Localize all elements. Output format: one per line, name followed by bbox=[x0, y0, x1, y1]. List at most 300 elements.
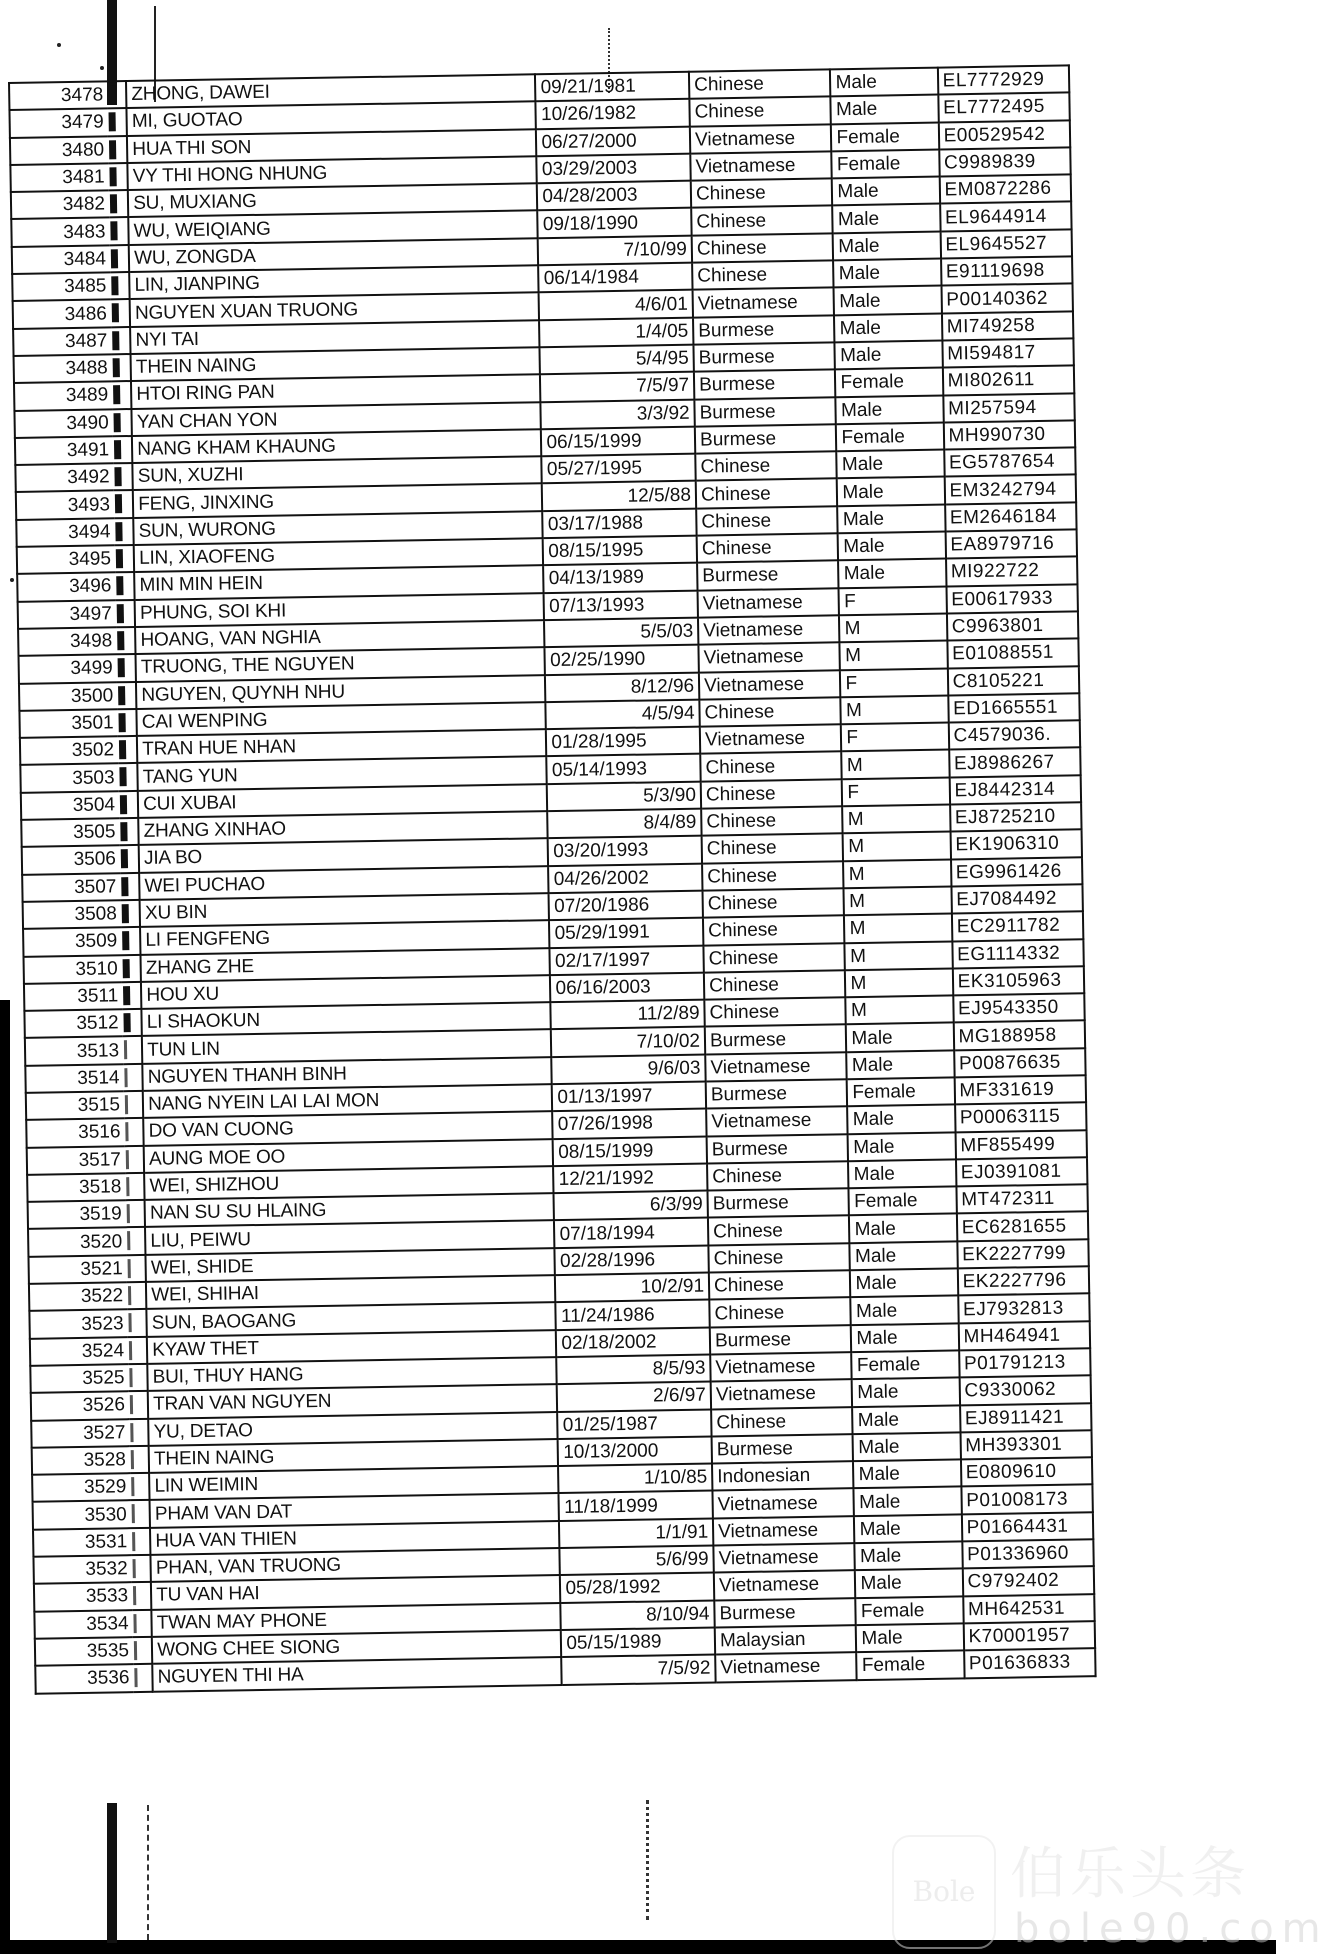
row-mark bbox=[117, 681, 137, 709]
nationality: Chinese bbox=[699, 697, 841, 727]
passport-number: P00140362 bbox=[941, 284, 1073, 313]
nationality: Chinese bbox=[709, 1298, 851, 1328]
date-of-birth: 02/17/1997 bbox=[550, 945, 704, 975]
row-mark bbox=[131, 1555, 151, 1583]
row-number: 3521 bbox=[28, 1255, 126, 1284]
date-of-birth: 10/26/1982 bbox=[536, 99, 690, 129]
date-of-birth: 05/15/1989 bbox=[561, 1627, 715, 1657]
binder-mark bbox=[113, 358, 120, 377]
passport-number: MH393301 bbox=[960, 1430, 1092, 1459]
person-name: LIU, PEIWU bbox=[145, 1221, 555, 1255]
row-mark bbox=[107, 108, 127, 136]
passport-number: EK1906310 bbox=[950, 830, 1082, 859]
date-of-birth: 07/20/1986 bbox=[549, 891, 703, 921]
row-number: 3510 bbox=[23, 955, 121, 984]
nationality: Burmese bbox=[705, 1025, 847, 1055]
row-mark bbox=[115, 572, 135, 600]
passport-number: EJ8442314 bbox=[949, 775, 1081, 804]
passport-number: P00876635 bbox=[954, 1048, 1086, 1077]
row-number: 3481 bbox=[10, 163, 108, 192]
row-number: 3484 bbox=[12, 245, 110, 274]
date-of-birth: 11/2/89 bbox=[551, 1000, 705, 1030]
roster-sheet bbox=[8, 64, 1097, 1694]
row-number: 3524 bbox=[30, 1337, 128, 1366]
passport-number: MT472311 bbox=[956, 1184, 1088, 1213]
sex: M bbox=[840, 641, 948, 670]
roster-table bbox=[8, 64, 1097, 1694]
row-number: 3479 bbox=[9, 109, 107, 138]
passport-number: P01336960 bbox=[962, 1539, 1094, 1568]
binder-mark bbox=[121, 877, 128, 896]
sex: M bbox=[841, 695, 949, 724]
date-of-birth: 4/5/94 bbox=[546, 699, 700, 729]
passport-number: EJ9543350 bbox=[953, 993, 1085, 1022]
binder-mark bbox=[130, 1423, 133, 1442]
binder-mark bbox=[109, 113, 116, 132]
row-mark bbox=[109, 190, 129, 218]
person-name: NGUYEN, QUYNH NHU bbox=[136, 675, 546, 709]
person-name: MI, GUOTAO bbox=[127, 102, 537, 136]
person-name: WEI PUCHAO bbox=[139, 866, 549, 900]
row-mark bbox=[128, 1364, 148, 1392]
sex: Male bbox=[855, 1569, 963, 1598]
date-of-birth: 06/15/1999 bbox=[541, 427, 695, 457]
row-mark bbox=[110, 245, 130, 273]
binder-mark bbox=[118, 686, 125, 705]
binder-mark bbox=[132, 1532, 135, 1551]
row-mark bbox=[112, 354, 132, 382]
row-mark bbox=[132, 1582, 152, 1610]
passport-number: EL9645527 bbox=[940, 229, 1072, 258]
row-mark bbox=[133, 1637, 153, 1665]
binder-mark bbox=[133, 1586, 136, 1605]
row-number: 3536 bbox=[35, 1664, 133, 1693]
binder-mark bbox=[126, 1177, 129, 1196]
row-number: 3495 bbox=[17, 545, 115, 574]
sex: Male bbox=[855, 1541, 963, 1570]
binder-mark bbox=[110, 222, 117, 241]
sex: Male bbox=[833, 231, 941, 260]
person-name: CAI WENPING bbox=[137, 702, 547, 736]
center-dash-bottom bbox=[646, 1800, 651, 1920]
binder-mark bbox=[131, 1477, 134, 1496]
sex: Male bbox=[856, 1623, 964, 1652]
binder-mark bbox=[111, 276, 118, 295]
row-mark bbox=[110, 272, 130, 300]
row-number: 3518 bbox=[27, 1173, 125, 1202]
row-number: 3531 bbox=[33, 1528, 131, 1557]
passport-number: MH642531 bbox=[963, 1594, 1095, 1623]
row-number: 3526 bbox=[31, 1391, 129, 1420]
date-of-birth: 08/15/1999 bbox=[553, 1136, 707, 1166]
passport-number: P00063115 bbox=[955, 1103, 1087, 1132]
row-number: 3519 bbox=[28, 1200, 126, 1229]
person-name: XU BIN bbox=[140, 893, 550, 927]
scan-speck bbox=[100, 66, 104, 70]
date-of-birth: 02/18/2002 bbox=[556, 1327, 710, 1357]
sex: F bbox=[840, 668, 948, 697]
binder-mark bbox=[124, 1068, 127, 1087]
date-of-birth: 5/5/03 bbox=[544, 618, 698, 648]
sex: Male bbox=[839, 559, 947, 588]
nationality: Vietnamese bbox=[712, 1489, 854, 1519]
person-name: PHAN, VAN TRUONG bbox=[151, 1548, 561, 1582]
date-of-birth: 12/5/88 bbox=[542, 481, 696, 511]
nationality: Burmese bbox=[693, 342, 835, 372]
date-of-birth: 11/18/1999 bbox=[559, 1491, 713, 1521]
binder-mark bbox=[114, 467, 121, 486]
sex: Female bbox=[856, 1596, 964, 1625]
nationality: Chinese bbox=[701, 806, 843, 836]
sex: Male bbox=[837, 477, 945, 506]
binder-mark bbox=[127, 1232, 130, 1251]
nationality: Chinese bbox=[689, 69, 831, 99]
passport-number: MF855499 bbox=[955, 1130, 1087, 1159]
nationality: Chinese bbox=[692, 233, 834, 263]
scan-speck bbox=[57, 43, 61, 47]
row-number: 3499 bbox=[19, 655, 117, 684]
sex: Male bbox=[834, 313, 942, 342]
row-mark bbox=[125, 1173, 145, 1201]
row-mark bbox=[119, 791, 139, 819]
sex: Male bbox=[837, 450, 945, 479]
row-number: 3501 bbox=[19, 709, 117, 738]
binder-mark bbox=[127, 1204, 130, 1223]
sex: F bbox=[841, 723, 949, 752]
sex: Male bbox=[834, 259, 942, 288]
row-mark bbox=[130, 1446, 150, 1474]
passport-number: C8105221 bbox=[947, 666, 1079, 695]
passport-number: EC6281655 bbox=[956, 1212, 1088, 1241]
date-of-birth: 06/27/2000 bbox=[536, 126, 690, 156]
binder-mark bbox=[123, 959, 130, 978]
person-name: SU, MUXIANG bbox=[128, 183, 538, 217]
row-number: 3483 bbox=[11, 218, 109, 247]
row-mark bbox=[111, 327, 131, 355]
nationality: Vietnamese bbox=[698, 588, 840, 618]
passport-number: EA8979716 bbox=[945, 529, 1077, 558]
passport-number: EG1114332 bbox=[952, 939, 1084, 968]
nationality: Chinese bbox=[700, 752, 842, 782]
person-name: WONG CHEE SIONG bbox=[152, 1630, 562, 1664]
person-name: TWAN MAY PHONE bbox=[152, 1603, 562, 1637]
row-mark bbox=[124, 1091, 144, 1119]
row-number: 3492 bbox=[15, 463, 113, 492]
nationality: Chinese bbox=[701, 779, 843, 809]
sex: Male bbox=[836, 395, 944, 424]
person-name: LI FENGFENG bbox=[140, 920, 550, 954]
passport-number: MH464941 bbox=[958, 1321, 1090, 1350]
row-mark bbox=[108, 163, 128, 191]
row-mark bbox=[132, 1609, 152, 1637]
passport-number: K70001957 bbox=[963, 1621, 1095, 1650]
passport-number: EJ8725210 bbox=[950, 802, 1082, 831]
date-of-birth: 05/28/1992 bbox=[560, 1573, 714, 1603]
person-name: WU, ZONGDA bbox=[129, 238, 539, 272]
scan-edge-left bbox=[0, 1000, 10, 1954]
date-of-birth: 09/18/1990 bbox=[538, 208, 692, 238]
nationality: Chinese bbox=[702, 861, 844, 891]
person-name: PHUNG, SOI KHI bbox=[135, 593, 545, 627]
passport-number: P01636833 bbox=[964, 1648, 1096, 1677]
date-of-birth: 6/3/99 bbox=[554, 1191, 708, 1221]
binder-mark bbox=[120, 822, 127, 841]
row-mark bbox=[123, 1036, 143, 1064]
row-mark bbox=[117, 709, 137, 737]
row-number: 3480 bbox=[10, 136, 108, 165]
nationality: Vietnamese bbox=[690, 151, 832, 181]
nationality: Malaysian bbox=[715, 1625, 857, 1655]
binder-mark bbox=[128, 1313, 131, 1332]
row-mark bbox=[128, 1337, 148, 1365]
watermark-url: bole90.com bbox=[1014, 1906, 1329, 1952]
row-mark bbox=[129, 1418, 149, 1446]
binder-mark bbox=[119, 768, 126, 787]
nationality: Burmese bbox=[714, 1598, 856, 1628]
person-name: CUI XUBAI bbox=[138, 784, 548, 818]
date-of-birth: 3/3/92 bbox=[541, 399, 695, 429]
row-mark bbox=[130, 1473, 150, 1501]
sex: Female bbox=[832, 149, 940, 178]
binder-mark bbox=[134, 1641, 137, 1660]
binder-mark bbox=[128, 1259, 131, 1278]
nationality: Chinese bbox=[708, 1216, 850, 1246]
passport-number: C9330062 bbox=[959, 1375, 1091, 1404]
date-of-birth: 04/28/2003 bbox=[537, 181, 691, 211]
person-name: TRAN VAN NGUYEN bbox=[148, 1384, 558, 1418]
nationality: Vietnamese bbox=[698, 615, 840, 645]
date-of-birth: 7/10/02 bbox=[551, 1027, 705, 1057]
date-of-birth: 04/26/2002 bbox=[549, 863, 703, 893]
row-number: 3478 bbox=[9, 81, 107, 110]
date-of-birth: 02/25/1990 bbox=[545, 645, 699, 675]
person-name: AUNG MOE OO bbox=[144, 1139, 554, 1173]
date-of-birth: 03/29/2003 bbox=[537, 154, 691, 184]
row-mark bbox=[118, 736, 138, 764]
watermark-chinese-text: 伯乐头条 bbox=[1010, 1842, 1250, 1907]
sex: M bbox=[845, 968, 953, 997]
nationality: Vietnamese bbox=[699, 670, 841, 700]
row-mark bbox=[121, 900, 141, 928]
binder-mark bbox=[118, 658, 125, 677]
sex: Male bbox=[848, 1159, 956, 1188]
sex: Male bbox=[853, 1460, 961, 1489]
row-mark bbox=[120, 873, 140, 901]
sex: Female bbox=[849, 1187, 957, 1216]
person-name: THEIN NAING bbox=[131, 347, 541, 381]
date-of-birth: 4/6/01 bbox=[539, 290, 693, 320]
date-of-birth: 1/10/85 bbox=[558, 1464, 712, 1494]
sex: Male bbox=[831, 95, 939, 124]
passport-number: E00617933 bbox=[946, 584, 1078, 613]
person-name: PHAM VAN DAT bbox=[150, 1493, 560, 1527]
nationality: Vietnamese bbox=[711, 1379, 853, 1409]
passport-number: C9792402 bbox=[962, 1567, 1094, 1596]
row-mark bbox=[122, 1009, 142, 1037]
row-mark bbox=[120, 845, 140, 873]
binder-mark bbox=[121, 849, 128, 868]
date-of-birth: 8/4/89 bbox=[548, 809, 702, 839]
binder-mark bbox=[111, 249, 118, 268]
row-number: 3517 bbox=[27, 1146, 125, 1175]
person-name: NGUYEN THANH BINH bbox=[142, 1057, 552, 1091]
roster-body bbox=[9, 65, 1096, 1693]
binder-mark bbox=[114, 413, 121, 432]
passport-number: EJ8911421 bbox=[960, 1403, 1092, 1432]
sex: M bbox=[844, 859, 952, 888]
person-name: ZHONG, DAWEI bbox=[126, 74, 536, 108]
row-mark bbox=[112, 381, 132, 409]
person-name: SUN, XUZHI bbox=[133, 456, 543, 490]
passport-number: P01008173 bbox=[961, 1485, 1093, 1514]
passport-number: MI257594 bbox=[943, 393, 1075, 422]
date-of-birth: 10/13/2000 bbox=[558, 1436, 712, 1466]
sex: M bbox=[843, 832, 951, 861]
passport-number: EJ0391081 bbox=[956, 1157, 1088, 1186]
row-number: 3498 bbox=[18, 627, 116, 656]
row-mark bbox=[118, 763, 138, 791]
row-number: 3512 bbox=[24, 1009, 122, 1038]
person-name: HUA VAN THIEN bbox=[150, 1521, 560, 1555]
row-number: 3534 bbox=[34, 1610, 132, 1639]
sex: Male bbox=[830, 68, 938, 97]
passport-number: EK2227799 bbox=[957, 1239, 1089, 1268]
date-of-birth: 5/6/99 bbox=[560, 1546, 714, 1576]
passport-number: EL7772495 bbox=[938, 93, 1070, 122]
row-number: 3535 bbox=[35, 1637, 133, 1666]
passport-number: MH990730 bbox=[943, 420, 1075, 449]
sex: Male bbox=[847, 1050, 955, 1079]
row-number: 3530 bbox=[33, 1501, 131, 1530]
person-name: SUN, BAOGANG bbox=[147, 1302, 557, 1336]
row-mark bbox=[116, 627, 136, 655]
date-of-birth: 08/15/1995 bbox=[543, 536, 697, 566]
binder-mark bbox=[112, 304, 119, 323]
binder-mark bbox=[114, 440, 121, 459]
row-number: 3500 bbox=[19, 682, 117, 711]
binder-mark bbox=[129, 1341, 132, 1360]
binder-mark bbox=[126, 1150, 129, 1169]
row-number: 3513 bbox=[25, 1037, 123, 1066]
date-of-birth: 01/28/1995 bbox=[546, 727, 700, 757]
row-number: 3515 bbox=[26, 1091, 124, 1120]
sex: Male bbox=[850, 1268, 958, 1297]
person-name: HTOI RING PAN bbox=[131, 374, 541, 408]
passport-number: E0809610 bbox=[961, 1457, 1093, 1486]
row-mark bbox=[119, 818, 139, 846]
row-number: 3488 bbox=[14, 354, 112, 383]
nationality: Burmese bbox=[706, 1079, 848, 1109]
nationality: Burmese bbox=[708, 1188, 850, 1218]
person-name: NANG KHAM KHAUNG bbox=[132, 429, 542, 463]
passport-number: EL7772929 bbox=[937, 65, 1069, 94]
row-mark bbox=[124, 1118, 144, 1146]
person-name: VY THI HONG NHUNG bbox=[128, 156, 538, 190]
sex: M bbox=[844, 914, 952, 943]
person-name: HOANG, VAN NGHIA bbox=[135, 620, 545, 654]
row-number: 3523 bbox=[29, 1310, 127, 1339]
row-mark bbox=[126, 1255, 146, 1283]
sex: Female bbox=[831, 122, 939, 151]
date-of-birth: 02/28/1996 bbox=[555, 1245, 709, 1275]
row-mark bbox=[117, 654, 137, 682]
sex: M bbox=[839, 613, 947, 642]
row-mark bbox=[113, 463, 133, 491]
row-mark bbox=[114, 490, 134, 518]
person-name: DO VAN CUONG bbox=[143, 1111, 553, 1145]
sex: F bbox=[839, 586, 947, 615]
nationality: Burmese bbox=[693, 315, 835, 345]
date-of-birth: 9/6/03 bbox=[552, 1054, 706, 1084]
passport-number: EL9644914 bbox=[940, 202, 1072, 231]
nationality: Vietnamese bbox=[706, 1107, 848, 1137]
nationality: Chinese bbox=[703, 915, 845, 945]
passport-number: EM3242794 bbox=[944, 475, 1076, 504]
nationality: Burmese bbox=[695, 424, 837, 454]
sex: Male bbox=[853, 1405, 961, 1434]
binder-mark bbox=[125, 1122, 128, 1141]
row-number: 3525 bbox=[30, 1364, 128, 1393]
date-of-birth: 07/26/1998 bbox=[553, 1109, 707, 1139]
nationality: Indonesian bbox=[712, 1461, 854, 1491]
date-of-birth: 06/14/1984 bbox=[539, 263, 693, 293]
date-of-birth: 5/4/95 bbox=[540, 345, 694, 375]
sex: Male bbox=[838, 504, 946, 533]
row-mark bbox=[127, 1282, 147, 1310]
passport-number: MF331619 bbox=[954, 1075, 1086, 1104]
person-name: JIA BO bbox=[139, 838, 549, 872]
row-mark bbox=[126, 1200, 146, 1228]
person-name: TRUONG, THE NGUYEN bbox=[136, 647, 546, 681]
person-name: TUN LIN bbox=[142, 1030, 552, 1064]
sex: Male bbox=[854, 1514, 962, 1543]
nationality: Chinese bbox=[709, 1270, 851, 1300]
sex: M bbox=[845, 941, 953, 970]
row-mark bbox=[127, 1309, 147, 1337]
passport-number: MI802611 bbox=[942, 366, 1074, 395]
person-name: YAN CHAN YON bbox=[132, 402, 542, 436]
row-mark bbox=[115, 545, 135, 573]
date-of-birth: 10/2/91 bbox=[555, 1273, 709, 1303]
sex: Male bbox=[854, 1487, 962, 1516]
sex: M bbox=[842, 750, 950, 779]
person-name: KYAW THET bbox=[147, 1330, 557, 1364]
sex: Female bbox=[857, 1651, 965, 1680]
passport-number: E01088551 bbox=[947, 639, 1079, 668]
person-name: WEI, SHIHAI bbox=[146, 1275, 556, 1309]
date-of-birth: 07/18/1994 bbox=[554, 1218, 708, 1248]
passport-number: MG188958 bbox=[953, 1021, 1085, 1050]
person-name: THEIN NAING bbox=[149, 1439, 559, 1473]
date-of-birth: 03/17/1988 bbox=[543, 508, 697, 538]
row-number: 3532 bbox=[33, 1555, 131, 1584]
sex: Male bbox=[848, 1105, 956, 1134]
nationality: Burmese bbox=[694, 370, 836, 400]
nationality: Vietnamese bbox=[714, 1570, 856, 1600]
row-number: 3529 bbox=[32, 1473, 130, 1502]
row-mark bbox=[109, 218, 129, 246]
sex: Male bbox=[852, 1378, 960, 1407]
passport-number: EK3105963 bbox=[952, 966, 1084, 995]
date-of-birth: 07/13/1993 bbox=[544, 590, 698, 620]
person-name: TANG YUN bbox=[138, 757, 548, 791]
watermark bbox=[892, 1830, 1329, 1954]
nationality: Chinese bbox=[707, 1161, 849, 1191]
scan-speck bbox=[10, 578, 14, 582]
person-name: LIN WEIMIN bbox=[149, 1466, 559, 1500]
row-mark bbox=[123, 1064, 143, 1092]
sex: M bbox=[844, 886, 952, 915]
